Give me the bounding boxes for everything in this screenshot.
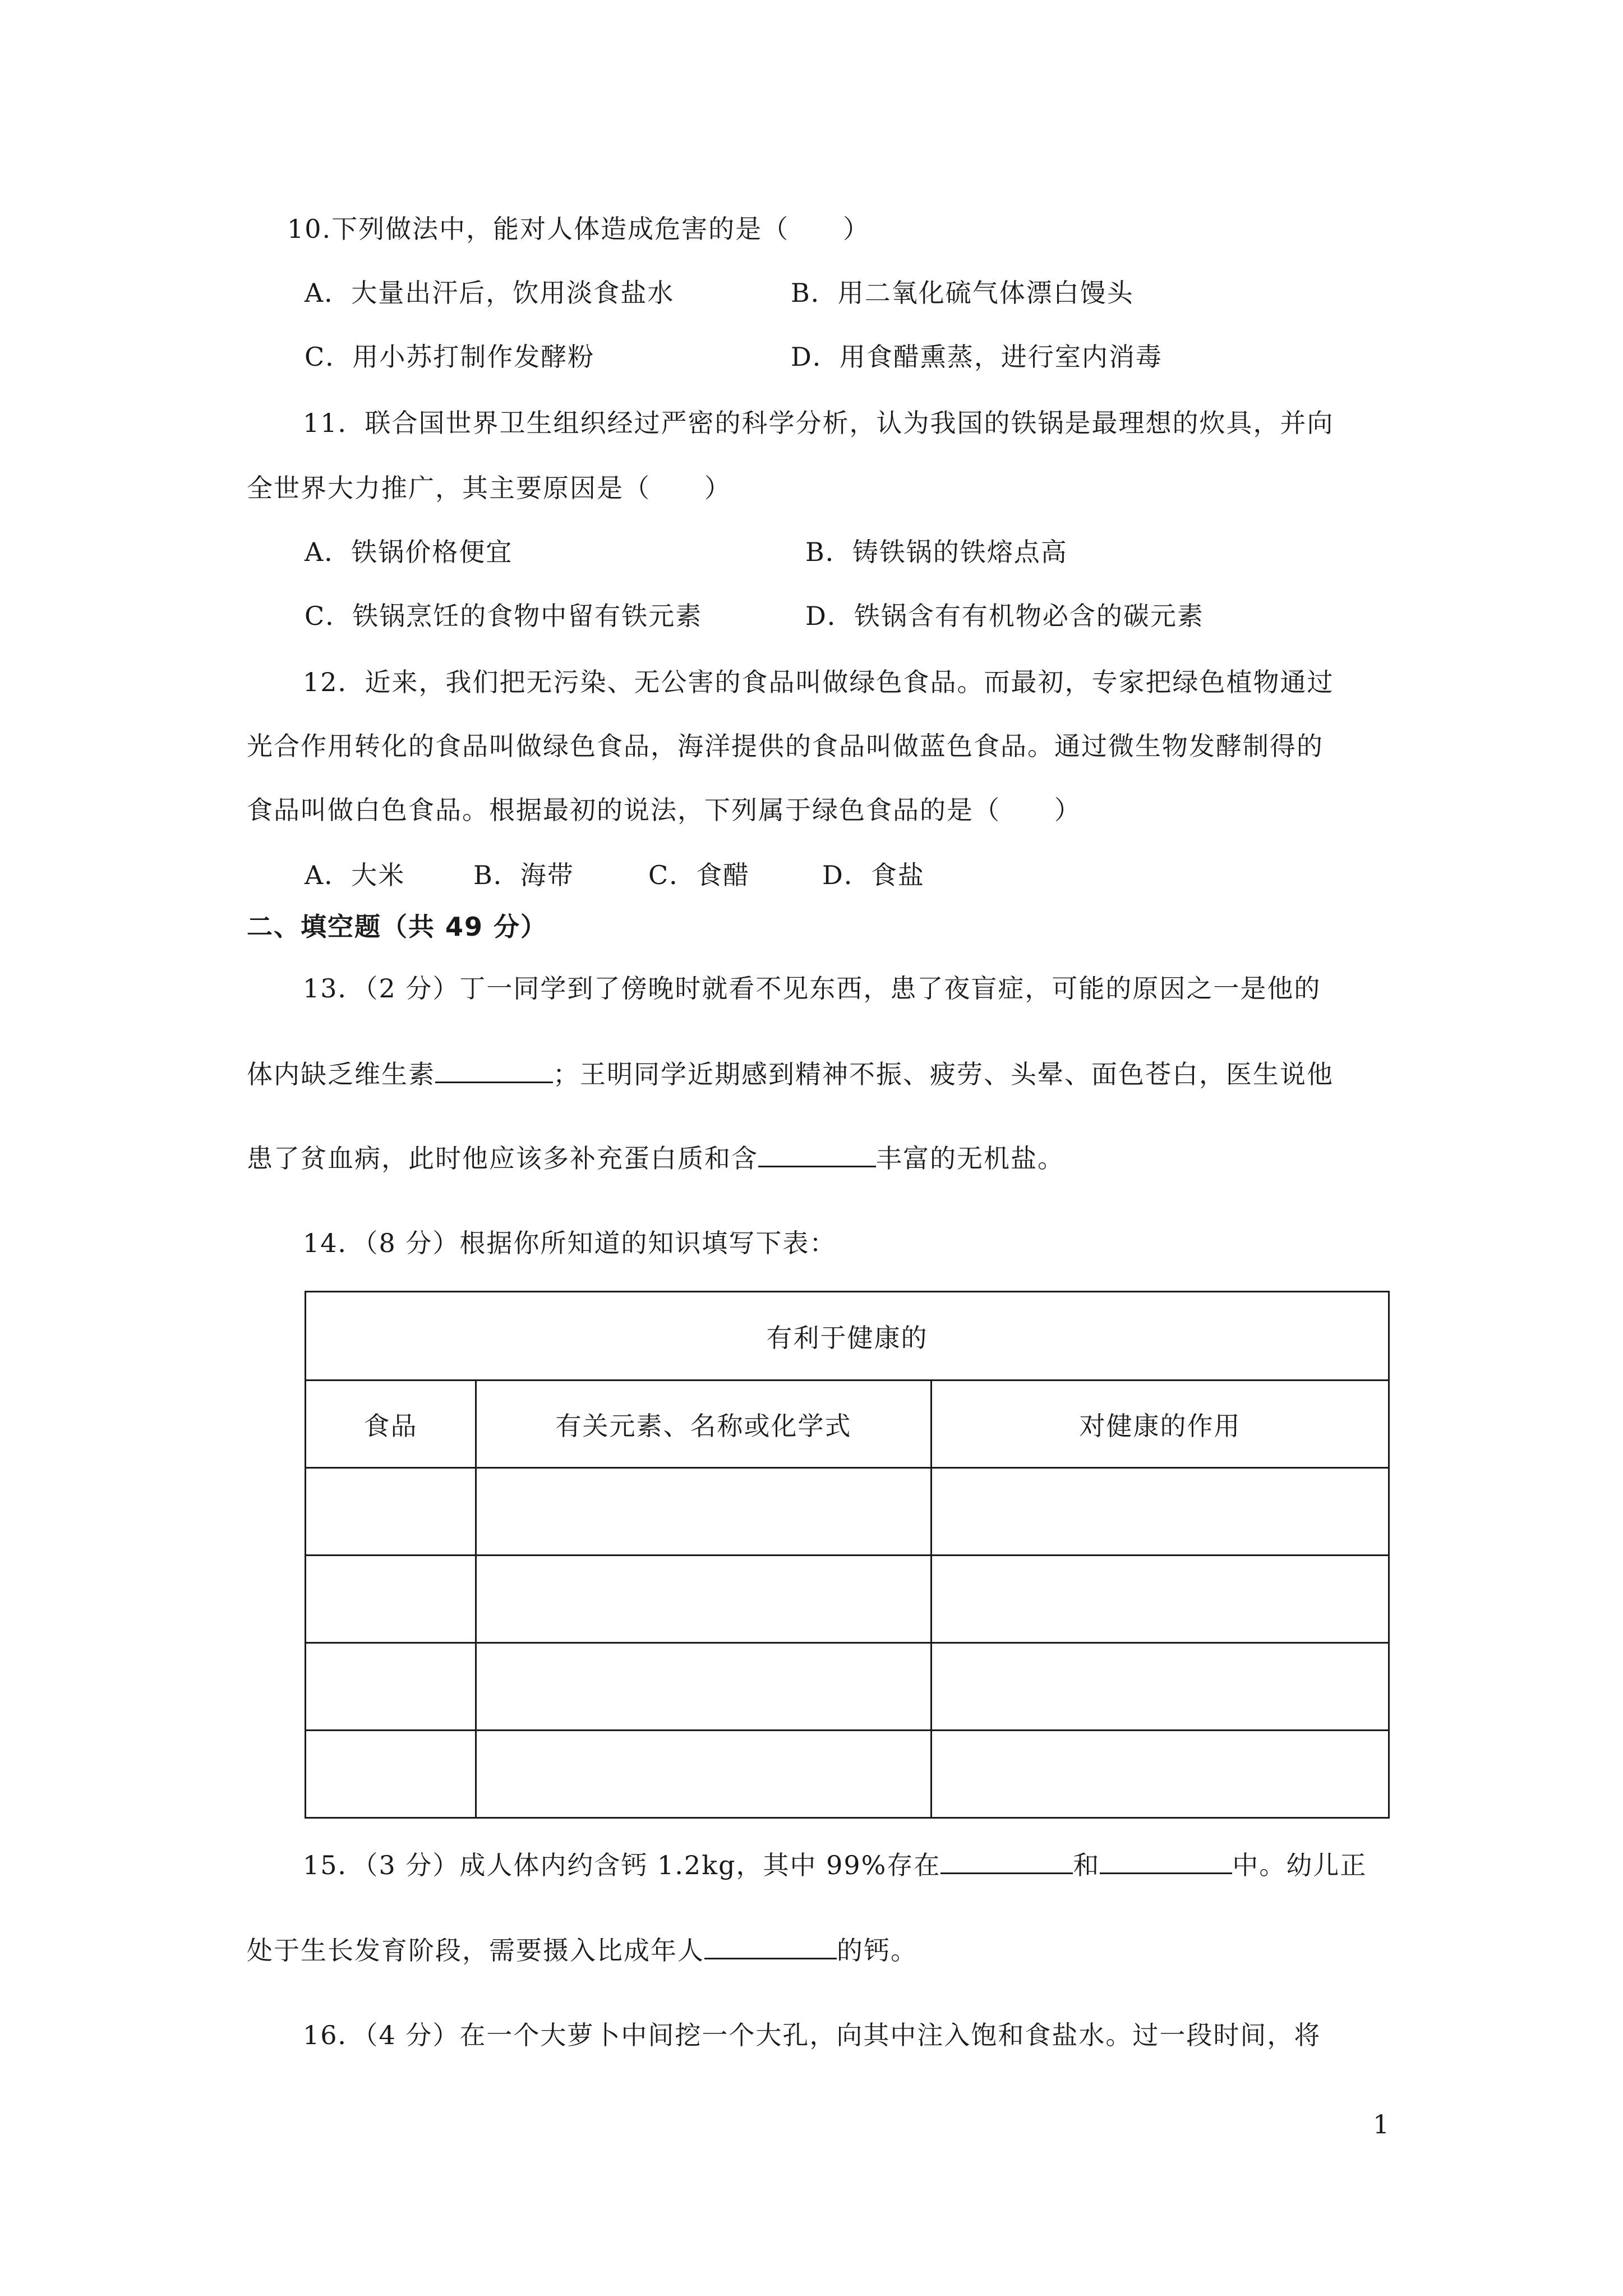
table-cell-food[interactable] <box>306 1643 476 1731</box>
q16-line1: 16．（4 分）在一个大萝卜中间挖一个大孔，向其中注入饱和食盐水。过一段时间，将 <box>303 2020 1321 2050</box>
q15-line1-text-b: 和 <box>1073 1850 1100 1880</box>
q12-option-b: B．海带 <box>473 860 574 890</box>
table-header-element: 有关元素、名称或化学式 <box>476 1381 932 1468</box>
table-row <box>306 1731 1389 1818</box>
answer-blank[interactable] <box>704 1933 837 1959</box>
q11-stem-line1: 11．联合国世界卫生组织经过严密的科学分析，认为我国的铁锅是最理想的炊具，并向 <box>303 408 1334 438</box>
table-row <box>306 1556 1389 1643</box>
q12-stem-line2: 光合作用转化的食品叫做绿色食品，海洋提供的食品叫做蓝色食品。通过微生物发酵制得的 <box>247 731 1324 761</box>
table-cell-food[interactable] <box>306 1468 476 1556</box>
q15-line2 <box>247 1933 917 1967</box>
table-cell-effect[interactable] <box>932 1468 1389 1556</box>
table-cell-food[interactable] <box>306 1556 476 1643</box>
table-cell-element[interactable] <box>476 1643 932 1731</box>
q12-stem-line3: 食品叫做白色食品。根据最初的说法，下列属于绿色食品的是（ ） <box>247 795 1081 825</box>
q12-option-d: D．食盐 <box>822 860 925 890</box>
section-title: 二、填空题（共 49 分） <box>247 912 548 942</box>
q13-line3-text-b: 丰富的无机盐。 <box>876 1143 1064 1174</box>
q15-line2-text-b: 的钙。 <box>837 1935 917 1966</box>
q15-line1-text-a: 15．（3 分）成人体内约含钙 1.2kg，其中 99%存在 <box>303 1850 941 1880</box>
q15-line1 <box>303 1848 1367 1882</box>
q13-line2-text-b: ；王明同学近期感到精神不振、疲劳、头晕、面色苍白，医生说他 <box>553 1059 1334 1089</box>
table-row <box>306 1468 1389 1556</box>
q15-line1-text-c: 中。幼儿正 <box>1232 1850 1367 1880</box>
q13-line1: 13．（2 分）丁一同学到了傍晚时就看不见东西，患了夜盲症，可能的原因之一是他的 <box>303 973 1321 1004</box>
answer-blank[interactable] <box>435 1057 553 1083</box>
q13-line3 <box>247 1141 1064 1175</box>
table-cell-effect[interactable] <box>932 1643 1389 1731</box>
table-row <box>306 1643 1389 1731</box>
q10-option-a: A．大量出汗后，饮用淡食盐水 <box>305 278 675 308</box>
q11-stem-line2: 全世界大力推广，其主要原因是（ ） <box>247 473 731 503</box>
table-cell-element[interactable] <box>476 1468 932 1556</box>
q10-option-d: D．用食醋熏蒸，进行室内消毒 <box>791 342 1163 372</box>
q14-stem: 14．（8 分）根据你所知道的知识填写下表： <box>303 1228 837 1258</box>
q11-option-d: D．铁锅含有有机物必含的碳元素 <box>805 601 1204 631</box>
answer-blank[interactable] <box>1100 1848 1232 1874</box>
table-title: 有利于健康的 <box>306 1292 1389 1381</box>
table-cell-effect[interactable] <box>932 1731 1389 1818</box>
table-header-food: 食品 <box>306 1381 476 1468</box>
q12-option-c: C．食醋 <box>648 860 750 890</box>
answer-blank[interactable] <box>758 1141 876 1167</box>
q11-option-a: A．铁锅价格便宜 <box>305 537 513 567</box>
q12-option-a: A．大米 <box>305 860 405 890</box>
q15-line2-text-a: 处于生长发育阶段，需要摄入比成年人 <box>247 1935 704 1966</box>
q13-line3-text-a: 患了贫血病，此时他应该多补充蛋白质和含 <box>247 1143 758 1174</box>
table-cell-element[interactable] <box>476 1556 932 1643</box>
table-cell-effect[interactable] <box>932 1556 1389 1643</box>
health-table <box>305 1291 1390 1819</box>
q10-option-b: B．用二氧化硫气体漂白馒头 <box>791 278 1134 308</box>
table-cell-food[interactable] <box>306 1731 476 1818</box>
q11-option-c: C．铁锅烹饪的食物中留有铁元素 <box>305 601 703 631</box>
table-header-effect: 对健康的作用 <box>932 1381 1389 1468</box>
q13-line2 <box>247 1057 1334 1091</box>
table-cell-element[interactable] <box>476 1731 932 1818</box>
q10-option-c: C．用小苏打制作发酵粉 <box>305 342 595 372</box>
q10-stem: 10.下列做法中，能对人体造成危害的是（ ） <box>287 214 870 244</box>
answer-blank[interactable] <box>940 1848 1073 1874</box>
q13-line2-text-a: 体内缺乏维生素 <box>247 1059 435 1089</box>
q12-stem-line1: 12．近来，我们把无污染、无公害的食品叫做绿色食品。而最初，专家把绿色植物通过 <box>303 667 1334 697</box>
page-number: 1 <box>1373 2109 1390 2139</box>
q11-option-b: B．铸铁锅的铁熔点高 <box>805 537 1068 567</box>
